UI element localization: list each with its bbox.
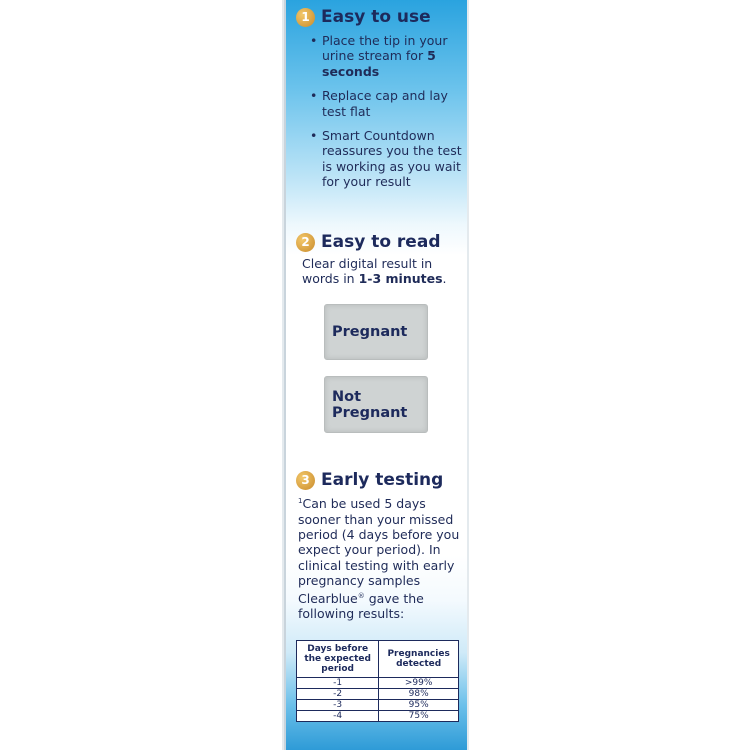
table-row: -1 >99% — [297, 678, 459, 689]
table-header-row — [297, 641, 459, 678]
section2-heading — [296, 232, 464, 252]
section2-description: Clear digital result in words in 1-3 minutes. — [302, 256, 447, 287]
number-three-badge: 3 — [296, 471, 315, 490]
list-item: • Smart Countdown reassures you the test is working as you wait for your result — [306, 128, 464, 190]
section3-heading — [296, 470, 464, 490]
section-easy-to-use — [296, 7, 464, 199]
list-item: • Replace cap and lay test flat — [306, 88, 464, 119]
section3-title: Early testing — [321, 470, 444, 490]
table-header: Days before the expected period — [297, 641, 379, 678]
table-row: -3 95% — [297, 700, 459, 711]
table-row: -4 75% — [297, 711, 459, 722]
table-header: Pregnancies detected — [379, 641, 459, 678]
section3-description: $^1$Can be used 5 days sooner than your missed period (4 days before you expect your period). In clinical testing with early pregnancy samples Clearblue® gave the following results: — [298, 496, 460, 622]
detection-results-table — [296, 640, 459, 722]
section2-title: Easy to read — [321, 232, 441, 252]
section-easy-to-read — [296, 232, 464, 287]
usage-steps-list — [296, 33, 464, 190]
section1-heading — [296, 7, 464, 27]
result-screen-not-pregnant: Not Pregnant — [324, 376, 428, 433]
right-page-edge — [467, 0, 469, 750]
section-early-testing — [296, 470, 464, 622]
table-row: -2 98% — [297, 689, 459, 700]
number-two-badge: 2 — [296, 233, 315, 252]
list-item: • Place the tip in your urine stream for 5 seconds — [306, 33, 464, 79]
result-screen-pregnant: Pregnant — [324, 304, 428, 360]
section1-title: Easy to use — [321, 7, 431, 27]
number-one-badge: 1 — [296, 8, 315, 27]
